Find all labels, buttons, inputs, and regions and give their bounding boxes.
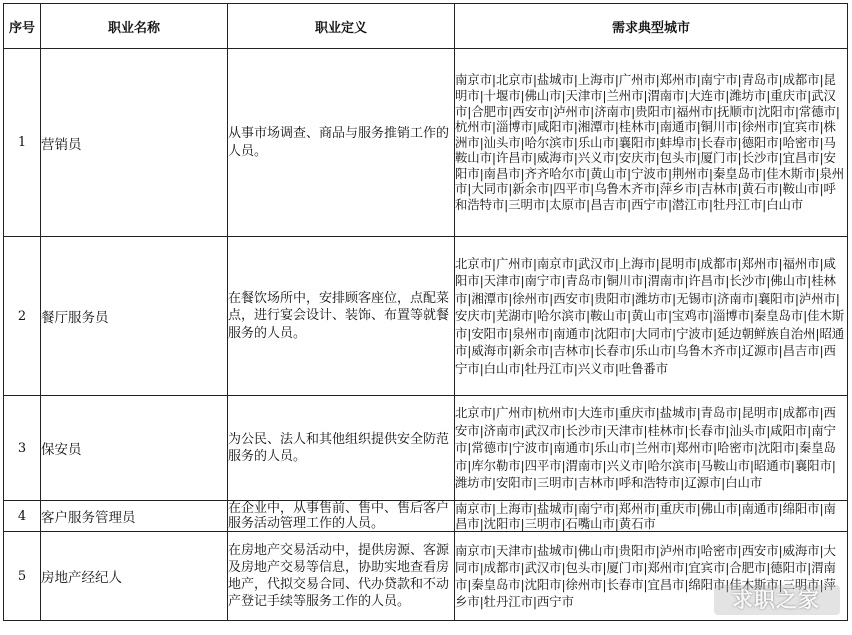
occupation-definition: 在房地产交易活动中，提供房源、客源及房地产交易等信息，协助实地查看房地产，代拟交易合同、代办贷款和不动产登记手续等服务工作的人员。 bbox=[228, 532, 455, 621]
occupation-name: 营销员 bbox=[41, 49, 228, 237]
table-row bbox=[4, 237, 848, 396]
occupation-name: 房地产经纪人 bbox=[41, 532, 228, 621]
occupation-name: 客户服务管理员 bbox=[41, 501, 228, 532]
header-row bbox=[4, 4, 848, 49]
city-list: 南京市|天津市|盐城市|佛山市|贵阳市|泸州市|哈密市|西安市|威海市|大同市|成都市|武汉市|包头市|厦门市|郑州市|宜宾市|合肥市|德阳市|渭南市|秦皇岛市|沈阳市|徐州市|长春市|宜昌市|绵阳市|佳木斯市|三明市|萍乡市|牡丹江市|西宁市 bbox=[455, 532, 848, 621]
header-typical-cities: 需求典型城市 bbox=[455, 4, 848, 49]
occupation-definition: 从事市场调查、商品与服务推销工作的人员。 bbox=[228, 49, 455, 237]
city-list: 南京市|北京市|盐城市|上海市|广州市|郑州市|南宁市|青岛市|成都市|昆明市|十堰市|佛山市|天津市|兰州市|渭南市|大连市|潍坊市|重庆市|武汉市|合肥市|西安市|泸州市|济南市|贵阳市|福州市|抚顺市|沈阳市|常德市|杭州市|淄博市|咸阳市|湘潭市|桂林市|南通市|铜川市|徐州市|宜宾市|株洲市|汕头市|哈尔滨市|乐山市|襄阳市|蚌埠市|长春市|德阳市|哈密市|马鞍山市|许昌市|威海市|兴义市|安庆市|包头市|厦门市|长沙市|宜昌市|安阳市|南昌市|齐齐哈尔市|黄山市|宁波市|荆州市|秦皇岛市|佳木斯市|泉州市|大同市|新余市|四平市|乌鲁木齐市|萍乡市|吉林市|黄石市|鞍山市|呼和浩特市|三明市|太原市|昌吉市|西宁市|潜江市|牡丹江市|白山市 bbox=[455, 49, 848, 237]
table-row bbox=[4, 396, 848, 501]
table-row bbox=[4, 49, 848, 237]
city-list: 北京市|广州市|杭州市|大连市|重庆市|盐城市|青岛市|昆明市|成都市|西安市|济南市|武汉市|长沙市|天津市|桂林市|长春市|汕头市|咸阳市|南宁市|常德市|宁波市|南通市|乐山市|兰州市|郑州市|哈密市|沈阳市|秦皇岛市|库尔勒市|四平市|渭南市|兴义市|哈尔滨市|马鞍山市|昭通市|襄阳市|潍坊市|安阳市|三明市|吉林市|呼和浩特市|辽源市|白山市 bbox=[455, 396, 848, 501]
occupation-definition: 为公民、法人和其他组织提供安全防范服务的人员。 bbox=[228, 396, 455, 501]
header-no: 序号 bbox=[4, 4, 41, 49]
occupation-name: 餐厅服务员 bbox=[41, 237, 228, 396]
watermark-logo: 求职之家 bbox=[732, 588, 820, 612]
row-number: 1 bbox=[4, 49, 41, 237]
header-occupation-name: 职业名称 bbox=[41, 4, 228, 49]
city-list: 南京市|上海市|盐城市|南宁市|郑州市|重庆市|佛山市|南通市|绵阳市|南昌市|沈阳市|三明市|石嘴山市|黄石市 bbox=[455, 501, 848, 532]
row-number: 3 bbox=[4, 396, 41, 501]
row-number: 2 bbox=[4, 237, 41, 396]
table-row bbox=[4, 501, 848, 532]
city-list: 北京市|广州市|南京市|武汉市|上海市|昆明市|成都市|郑州市|福州市|咸阳市|天津市|南宁市|青岛市|铜川市|渭南市|许昌市|长沙市|佛山市|桂林市|湘潭市|徐州市|西安市|贵阳市|潍坊市|无锡市|济南市|襄阳市|泸州市|安庆市|芜湖市|哈尔滨市|鞍山市|黄山市|宝鸡市|淄博市|秦皇岛市|佳木斯市|安阳市|泉州市|南通市|沈阳市|大同市|宁波市|延边朝鲜族自治州|昭通市|威海市|新余市|吉林市|长春市|乐山市|乌鲁木齐市|辽源市|昌吉市|西宁市|白山市|牡丹江市|兴义市|吐鲁番市 bbox=[455, 237, 848, 396]
occupation-definition: 在餐饮场所中，安排顾客座位，点配菜点，进行宴会设计、装饰、布置等就餐服务的人员。 bbox=[228, 237, 455, 396]
row-number: 4 bbox=[4, 501, 41, 532]
header-occupation-definition: 职业定义 bbox=[228, 4, 455, 49]
occupation-definition: 在企业中，从事售前、售中、售后客户服务活动管理工作的人员。 bbox=[228, 501, 455, 532]
occupation-table bbox=[3, 3, 848, 621]
row-number: 5 bbox=[4, 532, 41, 621]
occupation-name: 保安员 bbox=[41, 396, 228, 501]
